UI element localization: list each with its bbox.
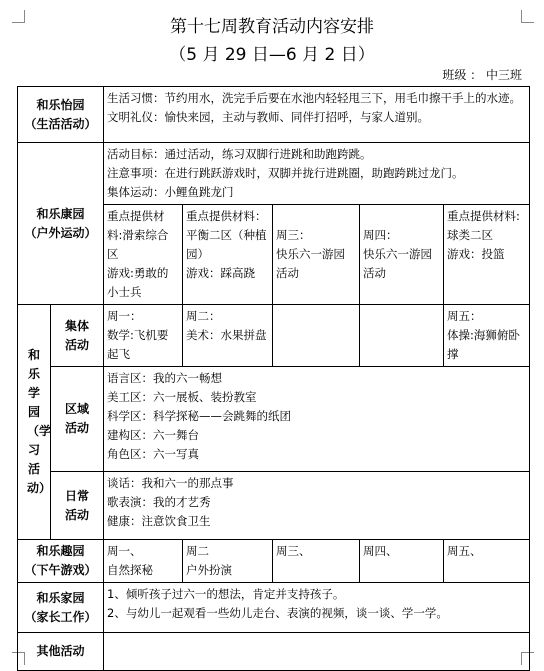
area-line: 科学区：科学探秘——会跳舞的纸团 (107, 409, 292, 423)
outdoor-section-header: 和乐康园 （户外运动） (18, 143, 104, 305)
class-label: 班级 ： 中三班 (442, 68, 522, 82)
area-line: 美工区：六一展板、装扮教室 (107, 390, 257, 404)
daily-line: 谈话：我和六一的那点事 (107, 476, 234, 490)
schedule-table (17, 86, 530, 671)
family-line: 2、与幼儿一起观看一些幼儿走台、表演的视频，谈一谈、学一学。 (107, 606, 448, 620)
group-day-cell: 周一： 数学:飞机要起飞 (104, 305, 183, 367)
outdoor-line: 集体运动：小鲤鱼跳龙门 (107, 185, 234, 199)
life-line: 文明礼仪：愉快来园，主动与教师、同伴打招呼，与家人道别。 (107, 110, 430, 124)
family-section-header: 和乐家园 （家长工作） (18, 583, 104, 633)
area-line: 角色区：六一写真 (107, 447, 200, 461)
outdoor-day-cell: 重点提供材料：平衡二区（种植园） 游戏：踩高跷 (183, 205, 273, 305)
group-day-cell (273, 305, 360, 367)
daily-line: 健康：注意饮食卫生 (107, 514, 211, 528)
family-line: 1、倾听孩子过六一的想法，肯定并支持孩子。 (107, 587, 345, 601)
games-day-cell: 周五、 (444, 540, 530, 583)
life-content (104, 87, 530, 143)
date-range: （5 月 29 日—6 月 2 日） (169, 45, 375, 65)
games-day-cell: 周四、 (360, 540, 444, 583)
outdoor-line: 活动目标：通过活动，练习双脚行进跳和助跑跨跳。 (107, 147, 372, 161)
games-day-cell: 周三、 (273, 540, 360, 583)
daily-line: 歌表演：我的才艺秀 (107, 495, 211, 509)
outdoor-day-cell: 周四： 快乐六一游园活动 (360, 205, 444, 305)
other-content (104, 633, 530, 671)
other-section-header: 其他活动 (18, 633, 104, 671)
outdoor-day-cell: 重点提供材料:球类二区 游戏：投篮 (444, 205, 530, 305)
group-day-cell (360, 305, 444, 367)
group-day-cell: 周二： 美术：水果拼盘 (183, 305, 273, 367)
outdoor-line: 注意事项：在进行跳跃游戏时，双脚并拢行进跳圈，助跑跨跳过龙门。 (107, 166, 464, 180)
daily-activity-content (104, 472, 530, 540)
learning-section-header: 和乐学园（学习活动） (18, 305, 51, 540)
life-section-header: 和乐怡园 （生活活动） (18, 87, 104, 143)
outdoor-content (104, 143, 530, 205)
games-day-cell: 周二 户外扮演 (183, 540, 273, 583)
group-activity-label: 集体 活动 (51, 305, 104, 367)
outdoor-day-cell: 周三： 快乐六一游园活动 (273, 205, 360, 305)
games-section-header: 和乐趣园 （下午游戏） (18, 540, 104, 583)
outdoor-day-cell: 重点提供材料:滑索综合区 游戏:勇敢的小士兵 (104, 205, 183, 305)
page-title: 第十七周教育活动内容安排 (170, 17, 374, 37)
area-activity-content (104, 367, 530, 472)
area-line: 语言区：我的六一畅想 (107, 371, 223, 385)
area-line: 建构区：六一舞台 (107, 428, 200, 442)
area-activity-label: 区域 活动 (51, 367, 104, 472)
group-day-cell: 周五： 体操:海狮俯卧撑 (444, 305, 530, 367)
games-day-cell: 周一、 自然探秘 (104, 540, 183, 583)
life-line: 生活习惯：节约用水，洗完手后要在水池内轻轻甩三下，用毛巾擦干手上的水迹。 (107, 91, 522, 105)
daily-activity-label: 日常 活动 (51, 472, 104, 540)
family-content (104, 583, 530, 633)
